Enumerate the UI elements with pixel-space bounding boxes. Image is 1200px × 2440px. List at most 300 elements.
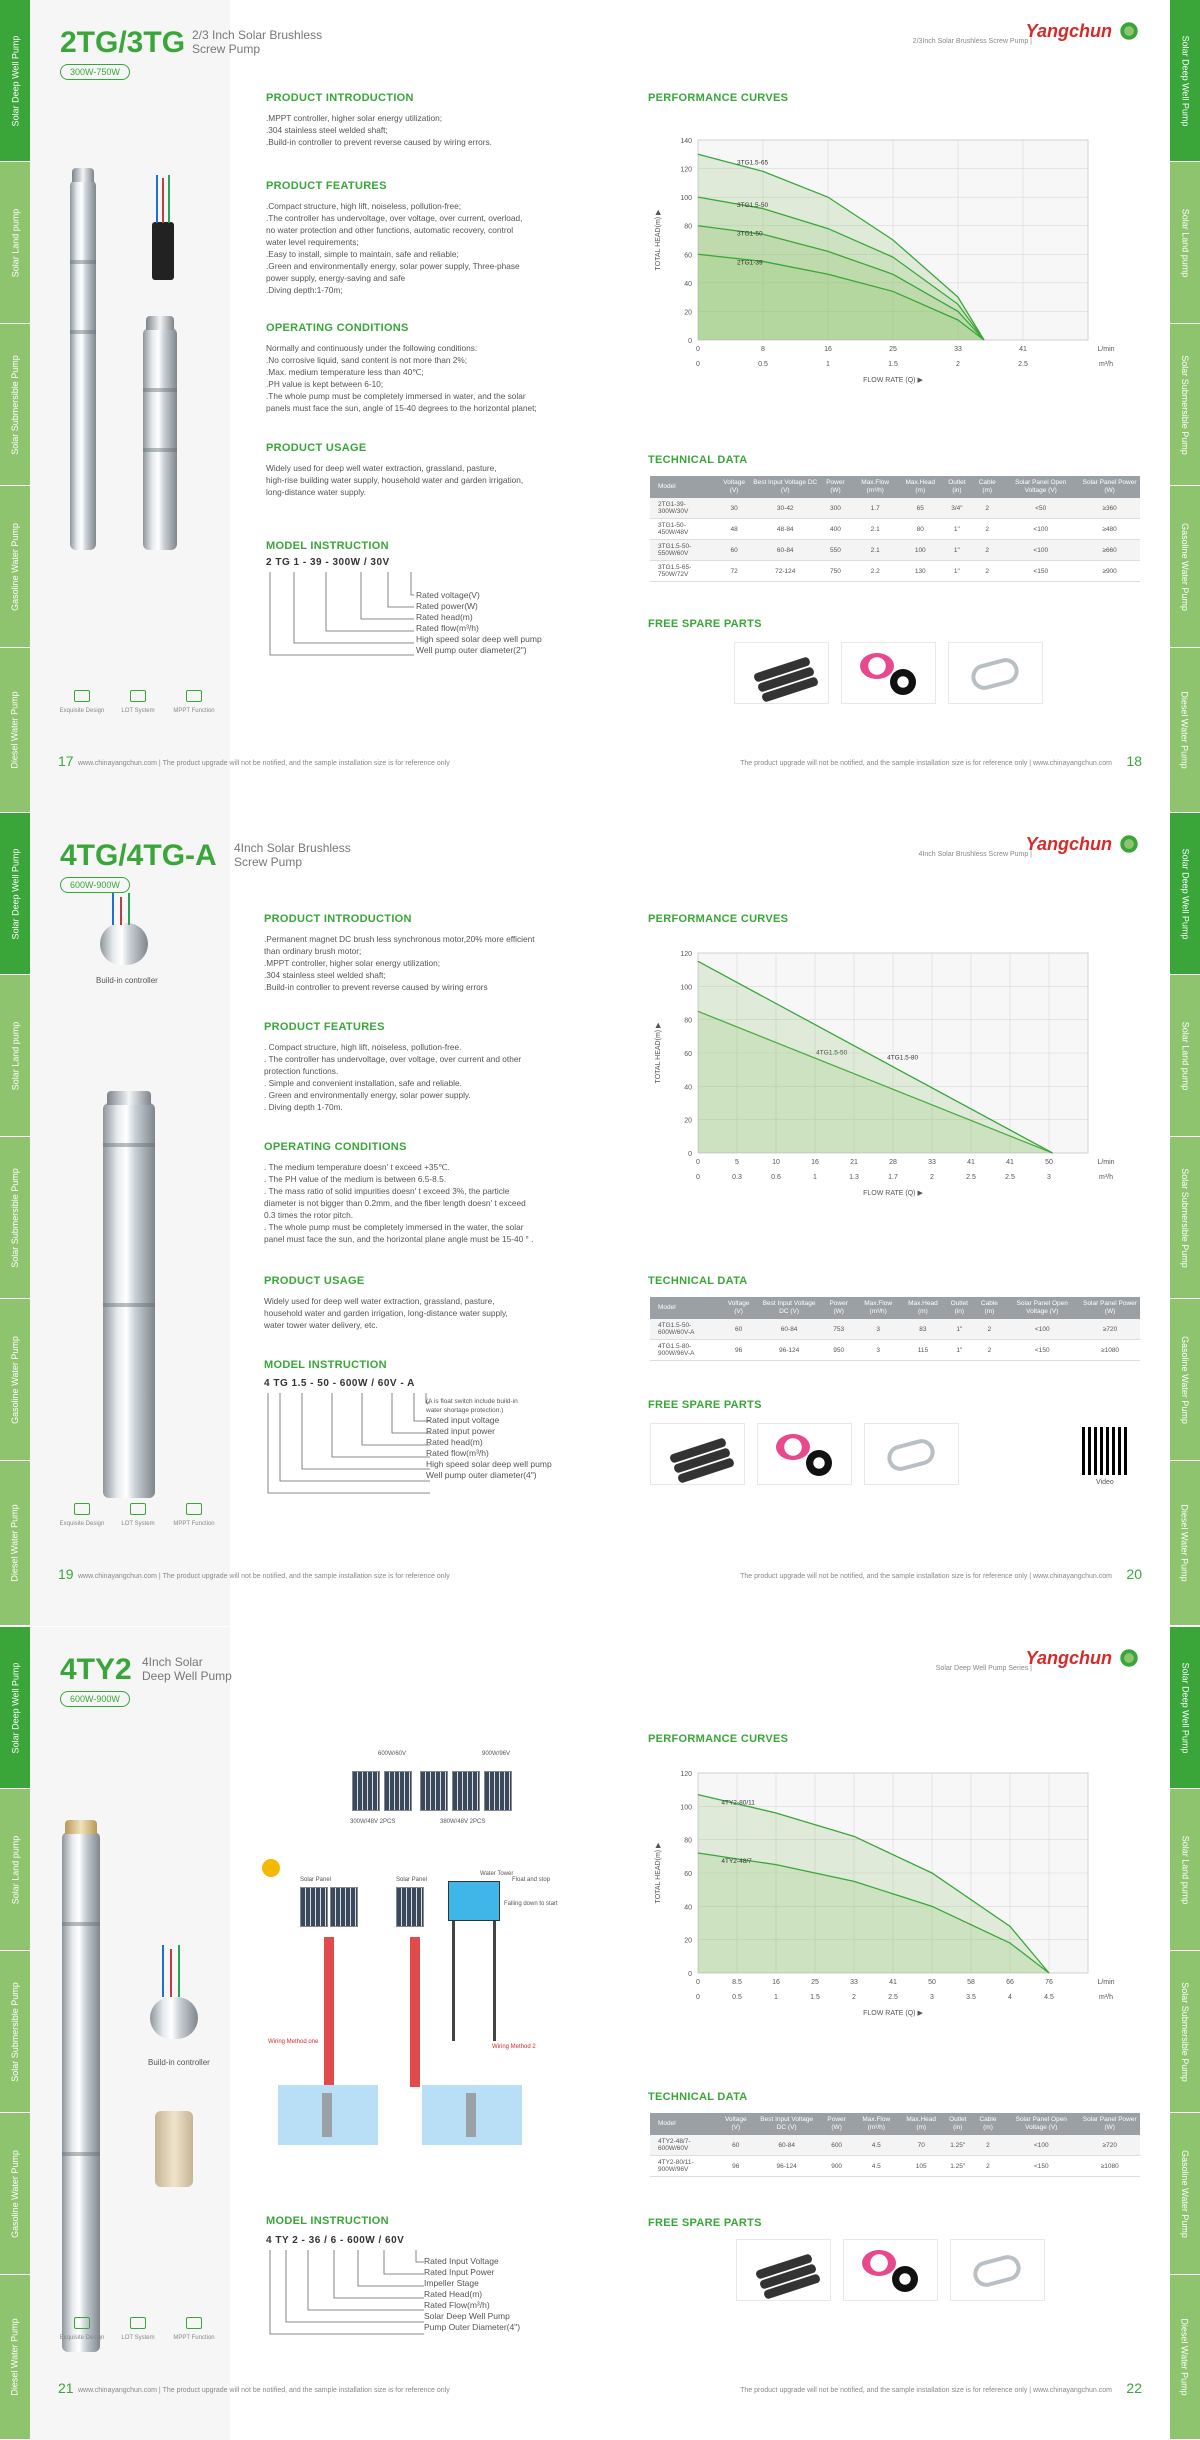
table-cell: 400 xyxy=(819,519,851,540)
table-cell: 96 xyxy=(722,1340,756,1361)
conditions-text: . The medium temperature doesn' t exceed +35℃. . The PH value of the medium is between 6.5-8.5. . The mass ratio of solid impurities doesn' t exceed 3%, the particle diameter is not bigger than 0.2mm, and the fiber length doesn' t exceed 0.3 times the rotor pitch. . The whole pump must be completely immersed in the water, the solar panel must face the sun, and the horizontal plane angle must be 15-40 ° . xyxy=(264,1162,534,1244)
column-header: Best Input Voltage DC (V) xyxy=(753,2113,821,2135)
model-heading: MODEL INSTRUCTION xyxy=(264,1359,387,1371)
pump-in-well-icon xyxy=(322,2093,332,2137)
x-tick-label-m3h: 2 xyxy=(956,361,960,368)
table-cell: 30 xyxy=(717,498,751,519)
feature-exquisite: Exquisite Design xyxy=(52,2317,112,2341)
y-tick-label: 120 xyxy=(680,951,692,958)
build-in-label: Build-in controller xyxy=(148,2058,210,2067)
cable-icon xyxy=(410,1937,420,2087)
tab-solar-deep-well[interactable]: Solar Deep Well Pump xyxy=(1170,1627,1200,1789)
chip-icon xyxy=(130,690,146,702)
brand-mark-icon xyxy=(1118,20,1140,42)
table-cell: 96-124 xyxy=(756,1340,823,1361)
x-tick-label-m3h: m³/h xyxy=(1099,1174,1113,1181)
page-number-right: 20 xyxy=(1126,1566,1142,1582)
table-cell: 2.1 xyxy=(852,540,899,561)
model-tree xyxy=(264,1391,430,1501)
feature-lot: LOT System xyxy=(108,1503,168,1527)
column-header: Model xyxy=(650,2113,719,2135)
footer-right: The product upgrade will not be notified, and the sample installation size is for reference only | www.chinayangchun.com xyxy=(740,760,1112,767)
column-header: Power (W) xyxy=(821,2113,853,2135)
tab-solar-submersible[interactable]: Solar Submersible Pump xyxy=(1170,324,1200,486)
features-heading: PRODUCT FEATURES xyxy=(266,180,387,192)
x-tick-label-lmin: 41 xyxy=(1019,346,1027,353)
y-tick-label: 60 xyxy=(684,252,692,260)
y-tick-label: 80 xyxy=(684,223,692,231)
tab-gasoline[interactable]: Gasoline Water Pump xyxy=(0,486,30,648)
tech-table xyxy=(650,2113,1140,2177)
page-subtitle: 2/3 Inch Solar Brushless Screw Pump xyxy=(192,28,323,56)
column-header: Max.Head (m) xyxy=(899,476,942,498)
table-cell: 4.5 xyxy=(853,2135,900,2156)
table-cell: 60 xyxy=(722,1319,756,1340)
tab-diesel[interactable]: Diesel Water Pump xyxy=(0,648,30,813)
tab-solar-submersible[interactable]: Solar Submersible Pump xyxy=(0,1137,30,1299)
table-cell: 2.2 xyxy=(852,561,899,582)
spare-tubes xyxy=(734,642,829,704)
spare-hook xyxy=(864,1423,959,1485)
solar-panel-icon xyxy=(384,1771,412,1811)
table-cell: ≥720 xyxy=(1080,1319,1140,1340)
performance-chart-1 xyxy=(648,130,1128,395)
design-icon xyxy=(74,1503,90,1515)
table-cell: 65 xyxy=(899,498,942,519)
page-subtitle: 4Inch Solar Deep Well Pump xyxy=(142,1655,232,1683)
column-header: Solar Panel Open Voltage (V) xyxy=(1004,1297,1080,1319)
water-tower-legs xyxy=(452,1921,496,2041)
tab-diesel[interactable]: Diesel Water Pump xyxy=(1170,648,1200,813)
features-text: .Compact structure, high lift, noiseless, pollution-free; .The controller has undervoltage, over voltage, over current, overload, no water protection and other functions, automatic recovery, control water level requirements; .Easy to install, simple to maintain, safe and reliable; .Green and environmentally energy, solar power supply, Three-phase power supply, energy-saving and safe .Diving depth:1-70m; xyxy=(266,201,523,295)
tab-solar-land[interactable]: Solar Land pump xyxy=(0,975,30,1137)
table-cell: 100 xyxy=(899,540,942,561)
y-tick-label: 80 xyxy=(684,1837,692,1845)
y-tick-label: 20 xyxy=(684,1117,692,1125)
chart-svg xyxy=(648,130,1128,390)
tab-solar-deep-well[interactable]: Solar Deep Well Pump xyxy=(1170,0,1200,162)
column-header: Best Input Voltage DC (V) xyxy=(756,1297,823,1319)
column-header: Cable (m) xyxy=(972,476,1002,498)
tab-gasoline[interactable]: Gasoline Water Pump xyxy=(0,1299,30,1461)
series-label: Solar Deep Well Pump Series | xyxy=(935,1665,1032,1672)
mppt-icon xyxy=(186,690,202,702)
tab-solar-deep-well[interactable]: Solar Deep Well Pump xyxy=(0,0,30,162)
y-tick-label: 0 xyxy=(688,1151,692,1158)
y-tick-label: 100 xyxy=(680,195,692,203)
x-tick-label-lmin: 10 xyxy=(772,1159,780,1166)
tech-table xyxy=(650,1297,1140,1361)
table-cell: 600 xyxy=(821,2135,853,2156)
table-cell: 48 xyxy=(717,519,751,540)
curves-heading: PERFORMANCE CURVES xyxy=(648,92,789,104)
power-range-badge: 600W-900W xyxy=(60,877,130,893)
pump-image-4tg xyxy=(103,1103,155,1498)
motor-image xyxy=(155,2111,193,2187)
model-legend: Rated voltage(V) Rated power(W) Rated head(m) Rated flow(m³/h) High speed solar deep well pump Well pump outer diameter(2") xyxy=(416,590,542,655)
table-cell: 4.5 xyxy=(853,2156,900,2177)
page-title: 4TG/4TG-A xyxy=(60,839,217,872)
column-header: Voltage (V) xyxy=(722,1297,756,1319)
x-tick-label-lmin: 33 xyxy=(954,346,962,353)
x-tick-label-lmin: L/min xyxy=(1097,1159,1115,1166)
tab-gasoline[interactable]: Gasoline Water Pump xyxy=(1170,486,1200,648)
table-row xyxy=(650,540,1140,561)
x-tick-label-m3h: 1.5 xyxy=(888,361,898,368)
x-tick-label-m3h: 0.3 xyxy=(732,1174,742,1181)
table-row xyxy=(650,561,1140,582)
x-tick-label-m3h: 0.5 xyxy=(732,1994,742,2001)
spread-2tg-3tg xyxy=(0,0,1200,813)
x-tick-label-m3h: 3.5 xyxy=(966,1994,976,2001)
feature-mppt: MPPT Function xyxy=(164,690,224,714)
tab-gasoline[interactable]: Gasoline Water Pump xyxy=(1170,2113,1200,2275)
table-cell: 3TG1.5-50-550W/60V xyxy=(650,540,717,561)
page-number-left: 17 xyxy=(58,753,74,769)
usage-text: Widely used for deep well water extraction, grassland, pasture, household water and garden irrigation, long-distance water supply, water tower water delivery, etc. xyxy=(264,1296,508,1330)
spare-hook xyxy=(948,642,1043,704)
tech-heading: TECHNICAL DATA xyxy=(648,2091,748,2103)
table-cell: 2 xyxy=(973,2135,1003,2156)
y-tick-label: 140 xyxy=(680,138,692,145)
table-cell: 3TG1.5-65-750W/72V xyxy=(650,561,717,582)
table-cell: 60 xyxy=(717,540,751,561)
table-cell: 2 xyxy=(972,519,1002,540)
conditions-heading: OPERATING CONDITIONS xyxy=(266,322,409,334)
features-heading: PRODUCT FEATURES xyxy=(264,1021,385,1033)
pump-image-2tg xyxy=(70,180,96,550)
qr-code-icon[interactable] xyxy=(1082,1427,1130,1475)
design-icon xyxy=(74,2317,90,2329)
y-tick-label: 100 xyxy=(680,1804,692,1812)
x-tick-label-m3h: 1 xyxy=(774,1994,778,2001)
spare-parts xyxy=(734,642,1043,704)
y-tick-label: 60 xyxy=(684,1051,692,1058)
intro-text: .MPPT controller, higher solar energy utilization; .304 stainless steel welded shaft; .Build-in controller to prevent reverse caused by wiring errors. xyxy=(266,113,492,147)
column-header: Max.Head (m) xyxy=(902,1297,945,1319)
y-tick-label: 0 xyxy=(688,1971,692,1978)
table-cell: 83 xyxy=(902,1319,945,1340)
column-header: Solar Panel Power (W) xyxy=(1079,2113,1140,2135)
table-cell: 1" xyxy=(944,1340,974,1361)
x-tick-label-lmin: 50 xyxy=(1045,1159,1053,1166)
column-header: Solar Panel Open Voltage (V) xyxy=(1003,2113,1079,2135)
table-cell: 1.7 xyxy=(852,498,899,519)
wire-blue xyxy=(156,175,158,223)
spare-tape xyxy=(843,2239,938,2301)
left-tabs xyxy=(0,1627,30,2440)
tab-diesel[interactable]: Diesel Water Pump xyxy=(1170,1461,1200,1626)
feature-mppt: MPPT Function xyxy=(164,1503,224,1527)
column-header: Voltage (V) xyxy=(717,476,751,498)
table-cell: 4TY2-80/11-900W/96V xyxy=(650,2156,719,2177)
wire-red xyxy=(170,1949,172,1997)
series-label: 4TG1.5-80 xyxy=(887,1054,919,1062)
x-tick-label-lmin: 16 xyxy=(811,1159,819,1166)
tab-solar-submersible[interactable]: Solar Submersible Pump xyxy=(1170,1137,1200,1299)
performance-chart-2 xyxy=(648,943,1128,1208)
x-tick-label-lmin: 66 xyxy=(1006,1979,1014,1986)
x-tick-label-lmin: 0 xyxy=(696,1979,700,1986)
table-cell: 900 xyxy=(821,2156,853,2177)
table-cell: 2.1 xyxy=(852,519,899,540)
y-tick-label: 20 xyxy=(684,1937,692,1945)
feature-exquisite: Exquisite Design xyxy=(52,1503,112,1527)
controller-image xyxy=(100,923,148,965)
table-row xyxy=(650,1319,1140,1340)
tab-diesel[interactable]: Diesel Water Pump xyxy=(0,1461,30,1626)
x-tick-label-m3h: 1.3 xyxy=(849,1174,859,1181)
table-cell: <100 xyxy=(1004,1319,1080,1340)
feature-exquisite: Exquisite Design xyxy=(52,690,112,714)
x-tick-label-lmin: 41 xyxy=(889,1979,897,1986)
table-cell: 2 xyxy=(973,2156,1003,2177)
usage-heading: PRODUCT USAGE xyxy=(264,1275,365,1287)
table-cell: 753 xyxy=(823,1319,855,1340)
x-tick-label-m3h: 3 xyxy=(1047,1174,1051,1181)
y-tick-label: 120 xyxy=(680,166,692,174)
spare-hook xyxy=(950,2239,1045,2301)
y-tick-label: 60 xyxy=(684,1871,692,1878)
x-tick-label-m3h: 4.5 xyxy=(1044,1994,1054,2001)
spread-4ty2: Solar Deep Well Pump Solar Land pump Solar Submersible Pump Gasoline Water Pump Diesel Water Pump Solar Deep Well Pump Solar Land pump Solar Submersible Pump Gasoline Water Pump Diesel Water Pump 4TY2 4Inch Solar Deep Well Pump 600W-900W Solar Deep Well Pump Series | Yangchun Build-in controller Exquisite Design LOT System MPPT Function 600W/60V 900W/96V 300W/48V 2PCS 380W/48V 2PCS Solar Panel Solar Panel Water Tower Float and stop Falling down to start Wiring Method one Wiring Method 2 MODEL INSTRUCTION 4 TY 2 - 36 / 6 - 600W / 60V Rated Input Voltage Rated Input Power Impeller Stage Rated Head(m) Rated Flow(m³/h) Solar Deep Well Pump Pump Outer Diameter(4") PERFORMANCE CURVES 0 20 40 60 80 100 120 0 0 8.5 0.5 16 1 25 1.5 33 2 41 2.5 50 3 58 3.5 66 4 76 4.5 L/min m³/h FLOW RATE (Q) ▶ TOTAL HEAD(m) ▶ 4TY2-80/11 4TY2-48/7 TECHNICAL DATA Model Voltage (V) Best Input Voltage DC (V) Power (W) Max.Flow (m³/h) Max.Head (m) Outlet (in) Cable (m) Solar Panel Open Voltage (V) Solar Panel Power (W) 4TY2-48/7-600W/60V 60 60-84 600 4.5 70 1.25" 2 <100 ≥720 4TY2-80/11-900W/96V 96 96-124 900 4.5 105 1.25" 2 <150 ≥1080 FREE SPARE PARTS 21 www.chinayangchun.com | The product upgrade will not be notified, and the sample installation size is for reference only The product upgrade will not be notified, and the sample installation size is for reference only | www.chinayangchun.com 22 xyxy=(0,1627,1200,2440)
column-header: Voltage (V) xyxy=(719,2113,753,2135)
table-cell: 950 xyxy=(823,1340,855,1361)
wire-red xyxy=(120,897,122,925)
table-cell: 30-42 xyxy=(751,498,819,519)
series-label: 3TG1-50 xyxy=(737,230,763,238)
table-cell: 550 xyxy=(819,540,851,561)
x-tick-label-lmin: 28 xyxy=(889,1159,897,1166)
tab-solar-submersible[interactable]: Solar Submersible Pump xyxy=(0,1951,30,2113)
series-label: 4Inch Solar Brushless Screw Pump | xyxy=(918,851,1032,858)
chip-icon xyxy=(130,1503,146,1515)
table-cell: <150 xyxy=(1003,2156,1079,2177)
x-tick-label-m3h: 1 xyxy=(813,1174,817,1181)
table-cell: 2 xyxy=(972,561,1002,582)
table-cell: 130 xyxy=(899,561,942,582)
model-code: 4 TY 2 - 36 / 6 - 600W / 60V xyxy=(266,2235,405,2246)
build-in-label: Build-in controller xyxy=(96,976,158,985)
usage-heading: PRODUCT USAGE xyxy=(266,442,367,454)
spare-tape xyxy=(841,642,936,704)
table-cell: ≥720 xyxy=(1079,2135,1140,2156)
brand-mark-icon xyxy=(1118,833,1140,855)
table-cell: 3 xyxy=(855,1340,902,1361)
solar-panel-icon xyxy=(452,1771,480,1811)
series-label: 2TG1-39 xyxy=(737,259,763,267)
tab-solar-land[interactable]: Solar Land pump xyxy=(1170,162,1200,324)
table-cell: 60-84 xyxy=(751,540,819,561)
table-cell: ≥1080 xyxy=(1080,1340,1140,1361)
design-icon xyxy=(74,690,90,702)
column-header: Solar Panel Power (W) xyxy=(1080,1297,1140,1319)
table-cell: 2TG1-39-300W/30V xyxy=(650,498,717,519)
table-cell: 70 xyxy=(900,2135,943,2156)
table-cell: 48-84 xyxy=(751,519,819,540)
water-tower-tank xyxy=(448,1881,500,1921)
curves-heading: PERFORMANCE CURVES xyxy=(648,1733,789,1745)
tab-solar-submersible[interactable]: Solar Submersible Pump xyxy=(0,324,30,486)
table-cell: <150 xyxy=(1004,1340,1080,1361)
solar-panel-icon xyxy=(420,1771,448,1811)
column-header: Power (W) xyxy=(823,1297,855,1319)
y-tick-label: 20 xyxy=(684,309,692,317)
series-label: 2/3Inch Solar Brushless Screw Pump | xyxy=(912,38,1032,45)
footer-left: www.chinayangchun.com | The product upgrade will not be notified, and the sample installation size is for reference only xyxy=(78,1573,450,1580)
feature-lot: LOT System xyxy=(108,690,168,714)
table-cell: 4TY2-48/7-600W/60V xyxy=(650,2135,719,2156)
chart-svg xyxy=(648,943,1128,1203)
right-tabs xyxy=(1170,1627,1200,2440)
model-legend: Rated Input Voltage Rated Input Power Impeller Stage Rated Head(m) Rated Flow(m³/h) Solar Deep Well Pump Pump Outer Diameter(4") xyxy=(424,2256,521,2332)
page-title: 4TY2 xyxy=(60,1653,132,1686)
column-header: Solar Panel Open Voltage (V) xyxy=(1002,476,1079,498)
column-header: Cable (m) xyxy=(974,1297,1004,1319)
table-cell: 80 xyxy=(899,519,942,540)
feature-lot: LOT System xyxy=(108,2317,168,2341)
table-cell: 3/4" xyxy=(942,498,972,519)
tab-gasoline[interactable]: Gasoline Water Pump xyxy=(0,2113,30,2275)
tech-heading: TECHNICAL DATA xyxy=(648,1275,748,1287)
right-tabs xyxy=(1170,813,1200,1626)
brand-mark-icon xyxy=(1118,1647,1140,1669)
tab-solar-deep-well[interactable]: Solar Deep Well Pump xyxy=(0,813,30,975)
wire-green xyxy=(128,893,130,925)
tab-solar-land[interactable]: Solar Land pump xyxy=(0,162,30,324)
table-cell: ≥660 xyxy=(1079,540,1140,561)
tab-solar-land[interactable]: Solar Land pump xyxy=(1170,1789,1200,1951)
page-number-right: 22 xyxy=(1126,2380,1142,2396)
table-cell: 60-84 xyxy=(753,2135,821,2156)
tab-gasoline[interactable]: Gasoline Water Pump xyxy=(1170,1299,1200,1461)
x-tick-label-m3h: 0 xyxy=(696,1994,700,2001)
footer-left: www.chinayangchun.com | The product upgrade will not be notified, and the sample installation size is for reference only xyxy=(78,2387,450,2394)
brand-logo: Yangchun xyxy=(1026,833,1140,855)
spare-heading: FREE SPARE PARTS xyxy=(648,1399,762,1411)
tab-diesel[interactable]: Diesel Water Pump xyxy=(1170,2275,1200,2440)
table-cell: 2 xyxy=(972,540,1002,561)
x-tick-label-lmin: L/min xyxy=(1097,1979,1115,1986)
table-cell: 4TG1.5-50-600W/60V-A xyxy=(650,1319,722,1340)
spread-4tg xyxy=(0,813,1200,1626)
right-tabs xyxy=(1170,0,1200,813)
x-tick-label-lmin: 58 xyxy=(967,1979,975,1986)
x-tick-label-m3h: 4 xyxy=(1008,1994,1012,2001)
x-tick-label-m3h: 0.6 xyxy=(771,1174,781,1181)
tech-heading: TECHNICAL DATA xyxy=(648,454,748,466)
x-tick-label-lmin: 21 xyxy=(850,1159,858,1166)
power-range-badge: 600W-900W xyxy=(60,1691,130,1707)
y-tick-label: 120 xyxy=(680,1771,692,1778)
x-tick-label-lmin: 41 xyxy=(967,1159,975,1166)
x-tick-label-m3h: 2.5 xyxy=(888,1994,898,2001)
x-tick-label-lmin: 0 xyxy=(696,1159,700,1166)
solar-panel-icon xyxy=(484,1771,512,1811)
brand-logo: Yangchun xyxy=(1026,1647,1140,1669)
solar-panel-icon xyxy=(300,1887,328,1927)
y-tick-label: 40 xyxy=(684,1084,692,1092)
x-tick-label-lmin: 25 xyxy=(811,1979,819,1986)
column-header: Max.Flow (m³/h) xyxy=(853,2113,900,2135)
y-tick-label: 0 xyxy=(688,338,692,345)
model-tree xyxy=(266,2248,424,2348)
footer-left: www.chinayangchun.com | The product upgrade will not be notified, and the sample installation size is for reference only xyxy=(78,760,450,767)
tab-solar-deep-well[interactable]: Solar Deep Well Pump xyxy=(1170,813,1200,975)
x-tick-label-m3h: 2.5 xyxy=(966,1174,976,1181)
column-header: Model xyxy=(650,476,717,498)
x-tick-label-lmin: 16 xyxy=(824,346,832,353)
model-code: 4 TG 1.5 - 50 - 600W / 60V - A xyxy=(264,1378,415,1389)
table-cell: 750 xyxy=(819,561,851,582)
x-tick-label-m3h: 0 xyxy=(696,1174,700,1181)
tab-diesel[interactable]: Diesel Water Pump xyxy=(0,2275,30,2440)
table-cell: 4TG1.5-80-900W/96V-A xyxy=(650,1340,722,1361)
model-legend: (A is float switch include build-in water shortage protection.) Rated input voltage Rated input power Rated head(m) Rated flow(m³/h) High speed solar deep well pump Well pump outer diameter(4") xyxy=(426,1398,552,1480)
table-cell: 72 xyxy=(717,561,751,582)
table-cell: 2 xyxy=(974,1340,1004,1361)
spare-parts xyxy=(650,1423,959,1485)
intro-heading: PRODUCT INTRODUCTION xyxy=(264,913,412,925)
x-axis-label: FLOW RATE (Q) ▶ xyxy=(863,377,923,384)
conditions-text: Normally and continuously under the following conditions: .No corrosive liquid, sand content is not more than 2%; .Max. medium temperature less than 40℃; .PH value is kept between 6-10; .The whole pump must be completely immersed in water, and the solar panels must face the sun, angle of 15-40 degrees to the horizontal planet; xyxy=(266,343,537,413)
wire-red xyxy=(162,178,164,223)
x-tick-label-m3h: m³/h xyxy=(1099,361,1113,368)
tab-solar-land[interactable]: Solar Land pump xyxy=(1170,975,1200,1137)
y-tick-label: 40 xyxy=(684,280,692,288)
tab-solar-submersible[interactable]: Solar Submersible Pump xyxy=(1170,1951,1200,2113)
series-label: 3TG1.5-50 xyxy=(737,202,769,210)
footer-right: The product upgrade will not be notified, and the sample installation size is for reference only | www.chinayangchun.com xyxy=(740,2387,1112,2394)
table-cell: <100 xyxy=(1002,540,1079,561)
feature-mppt: MPPT Function xyxy=(164,2317,224,2341)
x-tick-label-m3h: 0 xyxy=(696,361,700,368)
spare-tubes xyxy=(650,1423,745,1485)
x-tick-label-lmin: 16 xyxy=(772,1979,780,1986)
column-header: Model xyxy=(650,1297,722,1319)
y-tick-label: 40 xyxy=(684,1904,692,1912)
tab-solar-deep-well[interactable]: Solar Deep Well Pump xyxy=(0,1627,30,1789)
x-tick-label-m3h: 1.5 xyxy=(810,1994,820,2001)
table-row xyxy=(650,2156,1140,2177)
brand-logo: Yangchun xyxy=(1026,20,1140,42)
y-axis-label: TOTAL HEAD(m) ▶ xyxy=(655,1842,662,1904)
table-cell: 300 xyxy=(819,498,851,519)
controller-image xyxy=(150,1997,198,2039)
spare-tape xyxy=(757,1423,852,1485)
column-header: Max.Flow (m³/h) xyxy=(855,1297,902,1319)
table-cell: 1" xyxy=(944,1319,974,1340)
table-cell: 60-84 xyxy=(756,1319,823,1340)
x-tick-label-m3h: 2 xyxy=(852,1994,856,2001)
table-cell: 96-124 xyxy=(753,2156,821,2177)
table-row xyxy=(650,1340,1140,1361)
x-tick-label-m3h: 3 xyxy=(930,1994,934,2001)
tab-solar-land[interactable]: Solar Land pump xyxy=(0,1789,30,1951)
controller-image xyxy=(152,222,174,280)
model-heading: MODEL INSTRUCTION xyxy=(266,2215,389,2227)
left-tabs xyxy=(0,0,30,813)
video-label: Video xyxy=(1096,1479,1114,1486)
y-tick-label: 80 xyxy=(684,1017,692,1025)
pump-in-well-icon xyxy=(466,2093,476,2137)
footer-right: The product upgrade will not be notified, and the sample installation size is for reference only | www.chinayangchun.com xyxy=(740,1573,1112,1580)
pump-image-3tg xyxy=(143,328,177,550)
x-tick-label-lmin: L/min xyxy=(1097,346,1115,353)
table-cell: <50 xyxy=(1002,498,1079,519)
table-cell: 115 xyxy=(902,1340,945,1361)
table-cell: 3TG1-50-450W/48V xyxy=(650,519,717,540)
